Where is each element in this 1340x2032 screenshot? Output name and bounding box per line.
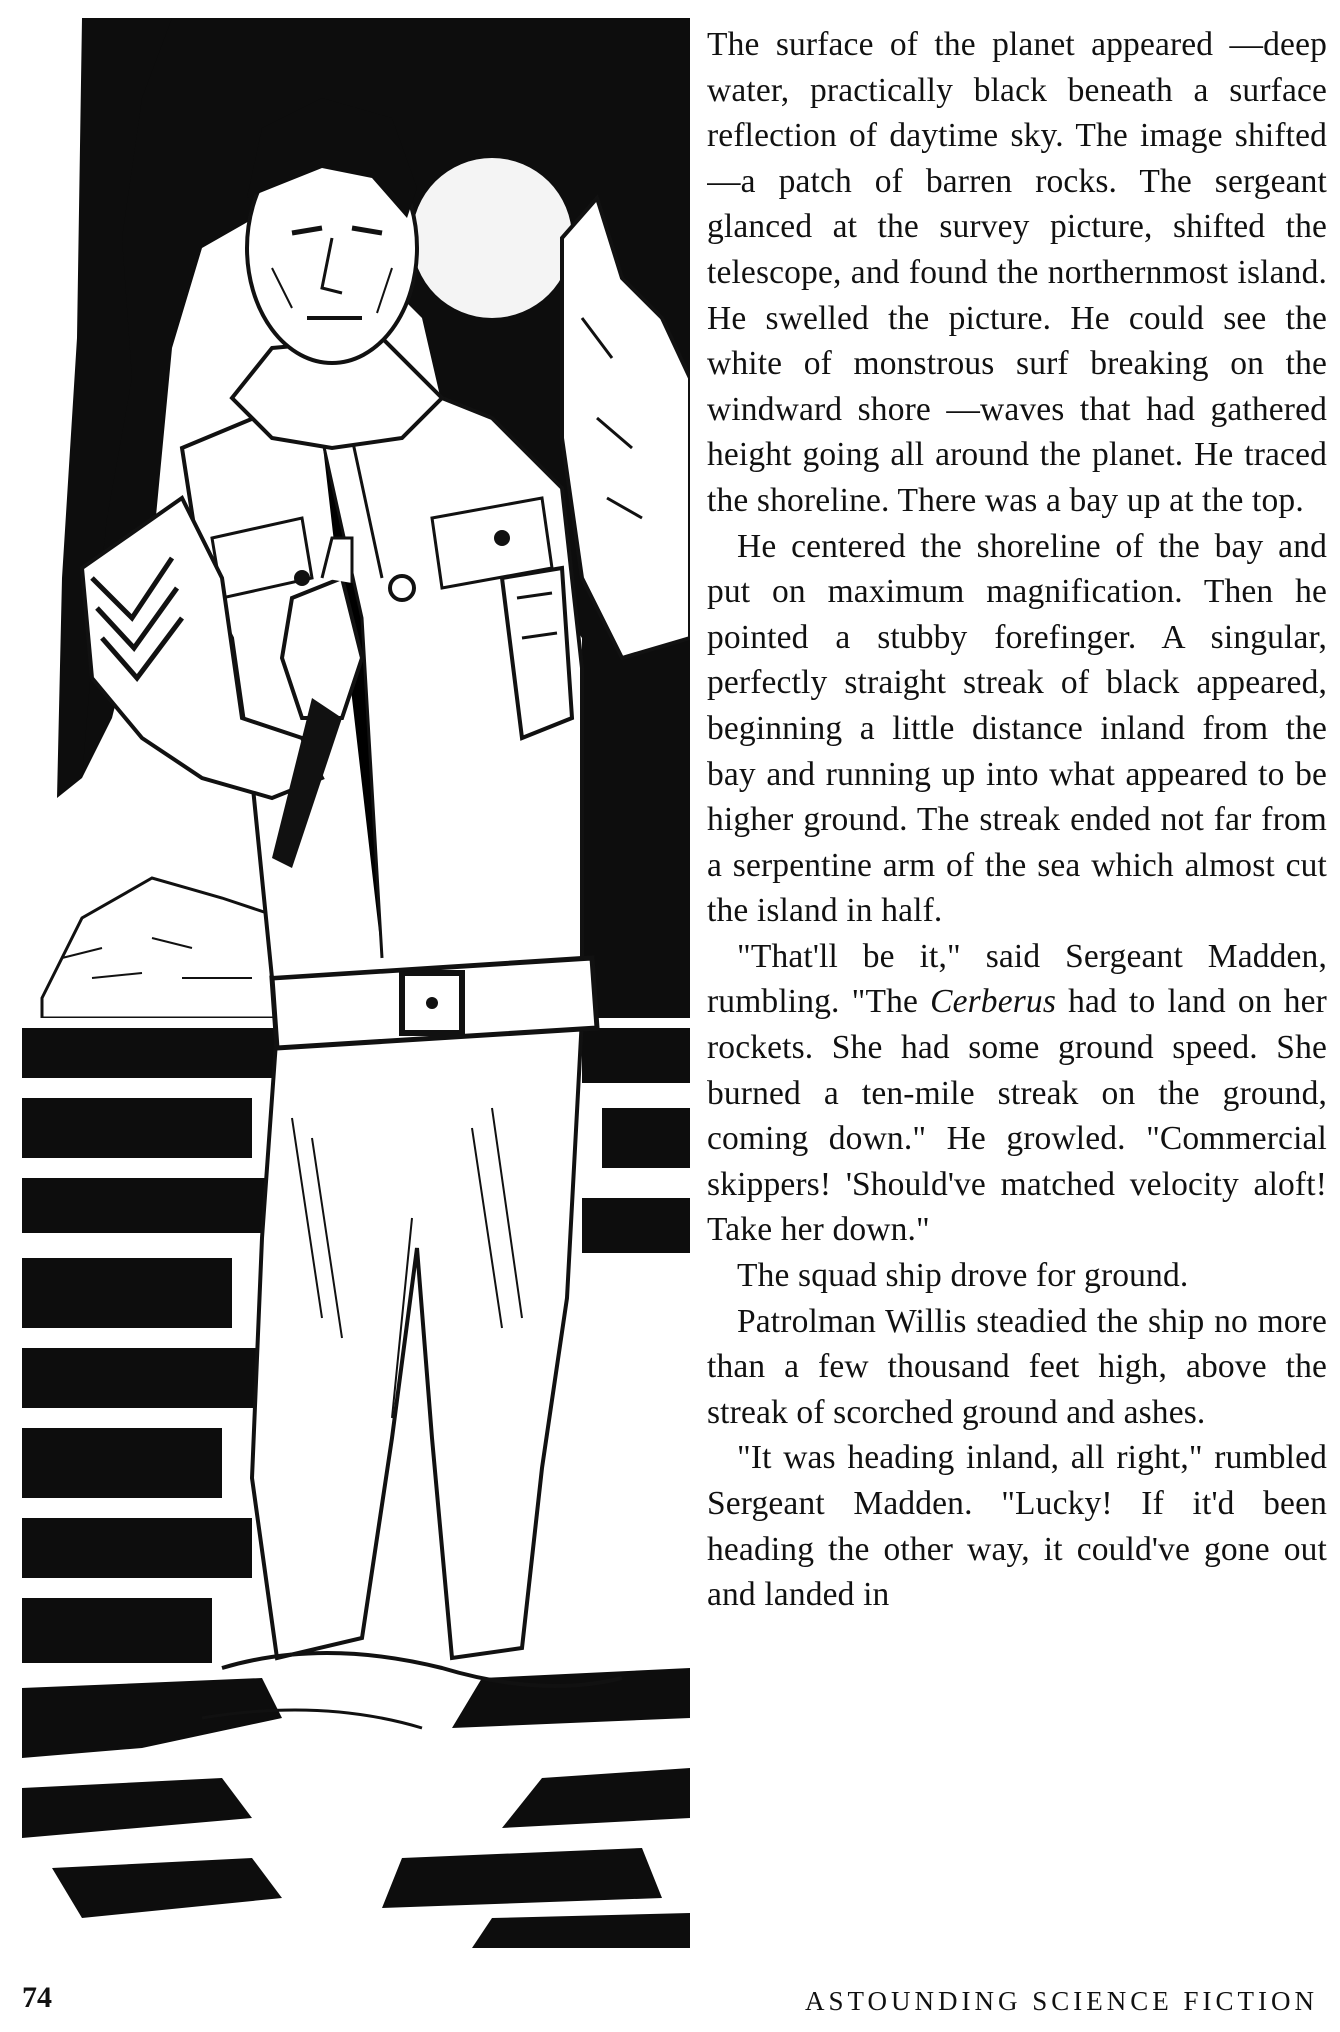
paragraph-2: He centered the shoreline of the bay and put on maximum magnification. Then he pointed a stubby forefinger. A singular, perfectly straight streak of black appeared, beginning a little distance inland from the bay and running up into what appeared to be higher ground. The streak ended not far from a serpentine arm of the sea which almost cut the island in half. (707, 527, 1327, 930)
paragraph-3-end: had to land on her rockets. She had some ground speed. She burned a ten-mile streak on the ground, coming down." He growled. "Commercial skippers! 'Should've matched velocity aloft! Take her down." (707, 983, 1327, 1249)
paragraph-1: The surface of the planet appeared —deep water, practically black beneath a surface reflection of daytime sky. The image shifted—a patch of barren rocks. The sergeant glanced at the survey picture, shifted the telescope, and found the northernmost island. He swelled the picture. He could see the white of monstrous surf breaking on the windward shore —waves that had gathered height going all around the planet. He traced the shoreline. There was a bay up at the top. (707, 26, 1327, 519)
article-text-column (707, 22, 1327, 1952)
paragraph-3-start: "That'll be it," said Sergeant Madden, rumbling. "The (707, 937, 1327, 1021)
paragraph-3 (707, 934, 1327, 1253)
running-title: ASTOUNDING SCIENCE FICTION (804, 1986, 1318, 2016)
paragraph-4: The squad ship drove for ground. (737, 1257, 1189, 1295)
paragraph-5: Patrolman Willis steadied the ship no more than a few thousand feet high, above the streak of scorched ground and ashes. (707, 1302, 1327, 1431)
page-number: 74 (22, 1981, 52, 2014)
illustration-artwork (22, 18, 690, 1948)
paragraph-6: "It was heading inland, all right," rumbled Sergeant Madden. "Lucky! If it'd been heading the other way, it could've gone out and landed in (707, 1439, 1327, 1614)
story-illustration (22, 18, 690, 1948)
ship-name: Cerberus (930, 983, 1057, 1021)
